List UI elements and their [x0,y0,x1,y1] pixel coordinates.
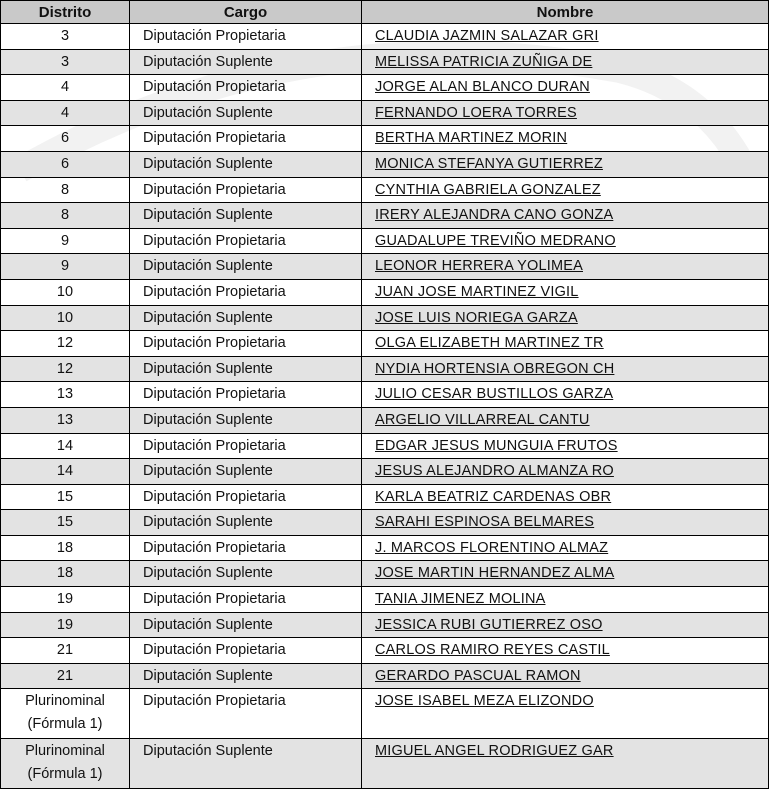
table-row [1,433,769,459]
cell-nombre [362,254,769,280]
table-row [1,126,769,152]
candidate-name-link[interactable]: GUADALUPE TREVIÑO MEDRANO [375,232,616,249]
cell-nombre [362,279,769,305]
candidate-name-link[interactable]: OLGA ELIZABETH MARTINEZ TR [375,335,604,352]
table-row [1,587,769,613]
table-row [1,459,769,485]
cell-nombre [362,459,769,485]
table-row [1,305,769,331]
cell-distrito [1,382,130,408]
cell-cargo: Diputación Propietaria [130,177,362,203]
table-row [1,151,769,177]
cell-nombre [362,126,769,152]
cell-cargo: Diputación Suplente [130,739,362,789]
cell-cargo: Diputación Suplente [130,459,362,485]
cell-distrito [1,407,130,433]
table-row [1,407,769,433]
cell-nombre [362,24,769,50]
candidate-name-link[interactable]: ARGELIO VILLARREAL CANTU [375,411,590,428]
cell-nombre [362,510,769,536]
cell-distrito [1,49,130,75]
cell-distrito [1,510,130,536]
candidate-name-link[interactable]: J. MARCOS FLORENTINO ALMAZ [375,539,609,556]
table-row [1,739,769,789]
distrito-value: 8 [60,181,70,198]
distrito-value: 12 [56,335,74,352]
distrito-value: 6 [60,130,70,147]
distrito-value: 13 [56,411,74,428]
header-nombre: Nombre [362,1,769,24]
distrito-value: Plurinominal [25,743,105,760]
cell-cargo: Diputación Propietaria [130,228,362,254]
cell-cargo: Diputación Suplente [130,151,362,177]
distrito-value: 4 [60,79,70,96]
candidate-name-link[interactable]: JOSE ISABEL MEZA ELIZONDO [375,693,594,710]
cell-cargo: Diputación Propietaria [130,535,362,561]
cell-distrito [1,612,130,638]
cell-nombre [362,305,769,331]
candidate-name-link[interactable]: JULIO CESAR BUSTILLOS GARZA [375,386,614,403]
table-row [1,331,769,357]
cell-nombre [362,587,769,613]
cell-distrito [1,689,130,739]
cell-cargo: Diputación Suplente [130,663,362,689]
cell-cargo: Diputación Suplente [130,49,362,75]
cell-nombre [362,100,769,126]
cell-distrito [1,739,130,789]
distrito-value: 3 [60,28,70,44]
cell-nombre [362,663,769,689]
table-row [1,279,769,305]
cell-nombre [362,331,769,357]
cell-cargo: Diputación Suplente [130,100,362,126]
cell-nombre [362,484,769,510]
cell-nombre [362,228,769,254]
table-row [1,638,769,664]
candidate-name-link[interactable]: MELISSA PATRICIA ZUÑIGA DE [375,53,593,70]
cell-cargo: Diputación Propietaria [130,126,362,152]
candidate-name-link[interactable]: JOSE LUIS NORIEGA GARZA [375,309,578,326]
candidate-name-link[interactable]: MONICA STEFANYA GUTIERREZ [375,155,603,172]
candidate-name-link[interactable]: MIGUEL ANGEL RODRIGUEZ GAR [375,743,614,760]
cell-nombre [362,561,769,587]
cell-nombre [362,612,769,638]
candidate-name-link[interactable]: NYDIA HORTENSIA OBREGON CH [375,360,615,377]
cell-nombre [362,407,769,433]
candidate-name-link[interactable]: CYNTHIA GABRIELA GONZALEZ [375,181,601,198]
cell-nombre [362,739,769,789]
table-row [1,177,769,203]
cell-distrito [1,587,130,613]
distrito-value: 9 [60,258,70,275]
candidate-name-link[interactable]: TANIA JIMENEZ MOLINA [375,591,546,608]
cell-cargo: Diputación Suplente [130,561,362,587]
distrito-value: 21 [56,642,74,659]
table-row [1,356,769,382]
cell-cargo: Diputación Propietaria [130,279,362,305]
cell-cargo: Diputación Suplente [130,407,362,433]
table-row [1,100,769,126]
cell-distrito [1,228,130,254]
distrito-value: 15 [56,488,74,505]
distrito-value: 6 [60,155,70,172]
table-row [1,382,769,408]
cell-distrito [1,254,130,280]
cell-cargo: Diputación Propietaria [130,382,362,408]
cell-distrito [1,203,130,229]
table-row [1,510,769,536]
header-cargo: Cargo [130,1,362,24]
header-distrito: Distrito [1,1,130,24]
candidate-name-link[interactable]: CARLOS RAMIRO REYES CASTIL [375,642,610,659]
cell-nombre [362,203,769,229]
cell-distrito [1,535,130,561]
distrito-value: 21 [56,667,74,684]
candidate-name-link[interactable]: KARLA BEATRIZ CARDENAS OBR [375,488,612,505]
cell-cargo: Diputación Propietaria [130,689,362,739]
candidate-name-link[interactable]: SARAHI ESPINOSA BELMARES [375,514,595,531]
table-row [1,228,769,254]
table-row [1,535,769,561]
cell-nombre [362,151,769,177]
table-row [1,612,769,638]
cell-distrito [1,433,130,459]
table-row [1,254,769,280]
distrito-value: 4 [60,104,70,121]
distrito-value: 10 [56,283,74,300]
cell-nombre [362,433,769,459]
distrito-value: 3 [60,53,70,70]
cell-distrito [1,663,130,689]
cell-nombre [362,356,769,382]
cell-distrito [1,484,130,510]
cell-cargo: Diputación Suplente [130,254,362,280]
cell-distrito [1,279,130,305]
distrito-value: 9 [60,232,70,249]
cell-distrito [1,459,130,485]
distrito-value: 19 [56,591,74,608]
distrito-value: 18 [56,539,74,556]
cell-distrito [1,151,130,177]
table-row [1,75,769,101]
cell-cargo: Diputación Suplente [130,305,362,331]
candidate-name-link[interactable]: EDGAR JESUS MUNGUIA FRUTOS [375,437,618,454]
candidate-name-link[interactable]: JESUS ALEJANDRO ALMANZA RO [375,463,614,480]
distrito-value: 14 [56,437,74,454]
distrito-value: 15 [56,514,74,531]
candidate-name-link[interactable]: BERTHA MARTINEZ MORIN [375,130,568,147]
distrito-value: 12 [56,360,74,377]
cell-nombre [362,75,769,101]
candidate-name-link[interactable]: CLAUDIA JAZMIN SALAZAR GRI [375,28,599,44]
table-row [1,689,769,739]
cell-cargo: Diputación Propietaria [130,24,362,50]
cell-nombre [362,535,769,561]
cell-cargo: Diputación Suplente [130,612,362,638]
distrito-value: 8 [60,207,70,224]
cell-nombre [362,689,769,739]
cell-cargo: Diputación Propietaria [130,433,362,459]
table-row [1,484,769,510]
table-row [1,203,769,229]
candidate-name-link[interactable]: JESSICA RUBI GUTIERREZ OSO [375,616,603,633]
cell-cargo: Diputación Suplente [130,203,362,229]
candidate-name-link[interactable]: FERNANDO LOERA TORRES [375,104,577,121]
cell-distrito [1,24,130,50]
cell-distrito [1,638,130,664]
candidate-name-link[interactable]: GERARDO PASCUAL RAMON [375,667,581,684]
cell-distrito [1,75,130,101]
cell-distrito [1,561,130,587]
header-row [1,1,769,24]
distrito-formula: (Fórmula 1) [27,716,103,733]
table-row [1,24,769,50]
candidate-name-link[interactable]: IRERY ALEJANDRA CANO GONZA [375,207,614,224]
cell-distrito [1,356,130,382]
cell-distrito [1,331,130,357]
distrito-formula: (Fórmula 1) [27,766,103,783]
cell-cargo: Diputación Suplente [130,356,362,382]
cell-cargo: Diputación Propietaria [130,75,362,101]
distrito-value: 13 [56,386,74,403]
candidate-name-link[interactable]: JOSE MARTIN HERNANDEZ ALMA [375,565,615,582]
table-row [1,49,769,75]
cell-nombre [362,638,769,664]
cell-cargo: Diputación Propietaria [130,331,362,357]
cell-distrito [1,126,130,152]
distrito-value: 14 [56,463,74,480]
cell-cargo: Diputación Propietaria [130,484,362,510]
cell-distrito [1,100,130,126]
candidate-name-link[interactable]: JUAN JOSE MARTINEZ VIGIL [375,283,579,300]
cell-cargo: Diputación Suplente [130,510,362,536]
cell-distrito [1,305,130,331]
candidate-name-link[interactable]: JORGE ALAN BLANCO DURAN [375,79,590,96]
cell-nombre [362,177,769,203]
distrito-value: 18 [56,565,74,582]
cell-distrito [1,177,130,203]
distrito-value: Plurinominal [25,693,105,710]
distrito-value: 19 [56,616,74,633]
distrito-value: 10 [56,309,74,326]
cell-cargo: Diputación Propietaria [130,587,362,613]
table-row [1,663,769,689]
table-row [1,561,769,587]
cell-nombre [362,49,769,75]
candidate-name-link[interactable]: LEONOR HERRERA YOLIMEA [375,258,583,275]
cell-cargo: Diputación Propietaria [130,638,362,664]
cell-nombre [362,382,769,408]
